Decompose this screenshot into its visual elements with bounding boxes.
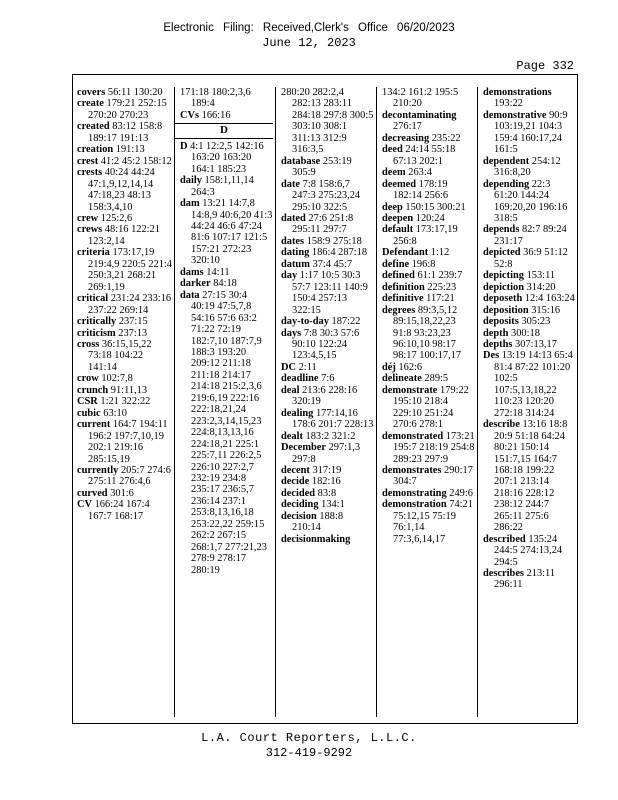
index-entry <box>483 534 576 568</box>
index-entry <box>180 110 273 121</box>
index-entry <box>77 144 172 155</box>
index-term: dealing <box>281 407 314 419</box>
page-line-refs: 191:13 <box>113 144 145 156</box>
index-term: deemed <box>382 178 417 190</box>
index-term: deposition <box>483 304 529 316</box>
page-line-refs: 213:11 296:11 <box>494 568 556 591</box>
index-entry <box>281 488 374 499</box>
index-term: December <box>281 442 326 454</box>
page-line-refs: 254:12 316:8,20 <box>494 155 561 179</box>
page-line-refs: 2:11 <box>296 361 317 373</box>
index-entry <box>483 316 576 327</box>
page-line-refs: 48:16 122:21 123:2,14 <box>88 224 160 247</box>
index-term: define <box>382 258 410 270</box>
index-entry <box>77 316 172 327</box>
reporter-company: L.A. Court Reporters, L.L.C. <box>201 731 417 745</box>
page-line-refs: 13:21 14:7,8 14:8,9 40:6,20 41:3 44:24 46:6 47:24 81:6 107:17 121:5 157:21 272:23 320:10 <box>191 198 273 267</box>
index-entry <box>382 293 475 304</box>
index-term: current <box>77 419 111 431</box>
index-entry <box>77 156 172 167</box>
page-line-refs: 178:19 182:14 256:6 <box>393 178 449 202</box>
index-term: depending <box>483 178 530 190</box>
index-entry <box>483 328 576 339</box>
page-line-refs: 179:22 195:10 218:4 229:10 251:24 270:6 278:1 <box>393 384 469 431</box>
index-term: curved <box>77 487 108 499</box>
index-entry <box>180 175 273 198</box>
index-entry <box>77 293 172 316</box>
index-term: daily <box>180 175 202 187</box>
index-term: cubic <box>77 407 101 419</box>
index-term: deal <box>281 384 300 396</box>
page-line-refs: 61:1 239:7 <box>414 270 463 282</box>
page-line-refs: 196:8 <box>409 258 436 270</box>
index-term: crest <box>77 155 99 167</box>
page-line-refs: 263:4 <box>405 167 432 179</box>
index-term: depicted <box>483 247 521 259</box>
page-line-refs: 37:4 45:7 <box>309 258 353 270</box>
page-line-refs: 150:15 300:21 <box>402 201 466 213</box>
reporter-phone: 312-419-9292 <box>265 746 353 760</box>
index-term: datum <box>281 258 310 270</box>
index-entry <box>483 156 576 179</box>
index-entry <box>77 419 172 465</box>
page-line-refs: 1:21 322:22 <box>97 396 151 408</box>
index-entry <box>483 419 576 534</box>
index-entry <box>382 270 475 281</box>
index-entry <box>382 202 475 213</box>
index-entry <box>382 488 475 499</box>
index-column-1 <box>73 87 174 717</box>
page-line-refs: 36:9 51:12 52:8 <box>494 247 568 270</box>
page-line-refs: 117:21 <box>423 293 455 305</box>
index-entry <box>77 87 172 98</box>
index-entry <box>281 213 374 236</box>
index-entry <box>77 396 172 407</box>
page-line-refs: 135:24 244:5 274:13,24 294:5 <box>494 533 563 568</box>
index-term: CSR <box>77 396 98 408</box>
page-line-refs: 158:1,11,14 264:3 <box>191 175 254 198</box>
index-term: D <box>180 140 188 152</box>
page-line-refs: 182:16 <box>309 476 341 488</box>
index-entry <box>77 488 172 499</box>
index-entry <box>77 339 172 373</box>
index-entry <box>483 568 576 591</box>
index-term: Defendant <box>382 247 429 259</box>
index-term: described <box>483 533 526 545</box>
index-term: dependent <box>483 155 530 167</box>
index-term: delineate <box>382 373 422 385</box>
index-entry <box>382 87 475 110</box>
page-line-refs: 177:14,16 178:6 201:7 228:13 <box>292 407 374 431</box>
index-term: deadline <box>281 373 319 385</box>
page-line-refs: 186:4 287:18 <box>309 247 368 259</box>
index-term: deem <box>382 167 406 179</box>
index-term: deposits <box>483 316 519 328</box>
index-term: dated <box>281 212 306 224</box>
index-entry <box>77 408 172 419</box>
index-term: dams <box>180 266 204 278</box>
index-term: definition <box>382 281 425 293</box>
index-term: deep <box>382 201 403 213</box>
page-line-refs: 74:21 75:12,15 75:19 76:1,14 77:3,6,14,17 <box>393 499 473 545</box>
page-line-refs: 22:3 61:20 144:24 169:20,20 196:16 318:5 <box>494 178 568 224</box>
index-term: create <box>77 98 104 110</box>
index-term: days <box>281 327 302 339</box>
index-term: deposeth <box>483 293 523 305</box>
page-line-refs: 27:6 251:8 295:11 297:7 <box>292 212 354 236</box>
filing-stamp-line: Electronic Filing: Received,Clerk's Office 06/20/2023 <box>163 22 455 34</box>
index-term: CVs <box>180 109 200 121</box>
index-term: decide <box>281 476 310 488</box>
index-term: demonstration <box>382 499 447 511</box>
page-line-refs: 7:8 158:6,7 247:3 275:23,24 295:10 322:5 <box>292 178 361 213</box>
index-term: demonstrations <box>483 87 552 98</box>
index-term: crow <box>77 373 99 385</box>
index-term: demonstrate <box>382 384 438 396</box>
index-entry <box>281 499 374 510</box>
index-entry <box>77 213 172 224</box>
index-entry <box>281 247 374 258</box>
page-line-refs: 307:13,17 <box>512 338 557 350</box>
page-line-refs: 82:7 89:24 231:17 <box>494 224 567 247</box>
page-line-refs: 41:2 45:2 158:12 <box>98 155 172 167</box>
index-entry <box>77 98 172 121</box>
index-entry <box>281 270 374 316</box>
index-entry <box>483 224 576 247</box>
page-line-refs: 84:18 <box>210 278 237 290</box>
index-entry <box>483 282 576 293</box>
page-line-refs: 83:12 158:8 189:17 191:13 <box>88 121 163 144</box>
page-line-refs: 7:6 <box>318 373 335 385</box>
index-term: Des <box>483 350 500 362</box>
index-term: data <box>180 289 200 301</box>
page-line-refs: 237:13 <box>115 327 148 339</box>
page-line-refs: 13:16 18:8 20:9 51:18 64:24 80:21 150:14 151:7,15 164:7 168:18 199:22 207:1 213:14 218:16 228:12 238:12 244:7 265:11 275:6 286:22 <box>494 419 568 534</box>
index-entry <box>77 465 172 488</box>
index-entry <box>281 534 374 545</box>
index-term: decided <box>281 487 316 499</box>
page-line-refs: 14:11 <box>203 266 230 278</box>
index-entry <box>483 305 576 316</box>
index-entry <box>281 385 374 408</box>
page-line-refs: 120:24 <box>413 212 445 224</box>
index-entry <box>180 87 273 110</box>
index-term: déj <box>382 361 396 373</box>
index-entry <box>180 267 273 278</box>
index-entry <box>281 408 374 431</box>
page-line-refs: 102:7,8 <box>98 373 133 385</box>
index-entry <box>483 270 576 281</box>
index-term: decisionmaking <box>281 533 351 545</box>
page-line-refs: 237:15 <box>116 316 148 328</box>
index-entry <box>483 339 576 350</box>
index-entry <box>281 328 374 362</box>
index-entry <box>281 362 374 373</box>
index-term: demonstrating <box>382 487 447 499</box>
page-line-refs: 13:19 14:13 65:4 81:4 87:22 101:20 102:5 107:5,13,18,22 110:23 120:20 272:18 314:24 <box>494 350 573 419</box>
index-entry <box>180 141 273 175</box>
index-term: covers <box>77 87 106 98</box>
index-entry <box>382 259 475 270</box>
index-term: currently <box>77 464 119 476</box>
page-line-refs: 166:24 167:4 167:7 168:17 <box>88 499 150 522</box>
index-term: cross <box>77 338 100 350</box>
index-column-3 <box>275 87 376 717</box>
page-line-refs: 83:8 <box>315 487 337 499</box>
page-line-refs: 158:9 275:18 <box>304 235 362 247</box>
index-entry <box>180 198 273 267</box>
page-line-refs: 289:5 <box>421 373 449 385</box>
index-term: crunch <box>77 384 109 396</box>
page-line-refs: 213:6 228:16 320:19 <box>292 384 358 408</box>
index-entry <box>281 465 374 476</box>
page-line-refs: 4:1 12:2,5 142:16 163:20 163:20 164:1 185:23 <box>187 140 264 175</box>
page-line-refs: 90:9 103:19,21 104:3 159:4 160:17,24 161:5 <box>494 109 568 156</box>
index-entry <box>382 499 475 545</box>
index-term: dates <box>281 235 305 247</box>
index-column-2 <box>174 87 275 717</box>
index-term: database <box>281 155 321 167</box>
index-term: crew <box>77 212 99 224</box>
index-term: deed <box>382 144 403 156</box>
index-term: date <box>281 178 301 190</box>
page-line-refs: 301:6 <box>107 487 134 499</box>
index-term: dating <box>281 247 310 259</box>
index-term: demonstrated <box>382 430 444 442</box>
index-term: criticism <box>77 327 116 339</box>
index-entry <box>382 213 475 224</box>
index-term: demonstrative <box>483 109 547 121</box>
page-line-refs: 89:3,5,12 89:15,18,22,23 91:8 93:23,23 96:10,10 98:17 98:17 100:17,17 <box>393 304 462 362</box>
index-entry <box>77 385 172 396</box>
index-term: depth <box>483 327 509 339</box>
index-term: depicting <box>483 270 524 282</box>
index-term: critical <box>77 293 109 305</box>
index-entry <box>382 224 475 247</box>
index-entry <box>382 282 475 293</box>
page-line-refs: 162:6 <box>395 361 423 373</box>
section-letter: D <box>175 123 273 138</box>
index-entry <box>180 290 273 576</box>
page-line-refs: 166:16 <box>199 109 231 121</box>
page-line-refs: 173:17,19 256:8 <box>393 224 458 247</box>
index-term: demonstrates <box>382 464 442 476</box>
index-term: decision <box>281 510 317 522</box>
page-line-refs: 317:19 <box>309 464 342 476</box>
index-table <box>72 74 578 724</box>
page-line-refs: 249:6 <box>446 487 473 499</box>
index-entry <box>382 362 475 373</box>
index-entry <box>382 305 475 362</box>
index-term: creation <box>77 144 114 156</box>
index-entry <box>382 373 475 384</box>
index-term: decreasing <box>382 132 430 144</box>
index-term: darker <box>180 278 211 290</box>
index-entry <box>281 87 374 156</box>
page-line-refs: 1:17 10:5 30:3 57:7 123:11 140:9 150:4 257:13 322:15 <box>292 270 368 316</box>
index-term: created <box>77 121 110 133</box>
page-line-refs: 91:11,13 <box>108 384 148 396</box>
page-line-refs: 134:1 <box>318 499 345 511</box>
index-term: degrees <box>382 304 416 316</box>
page-line-refs: 290:17 304:7 <box>393 464 473 488</box>
index-entry <box>77 247 172 293</box>
index-term: describe <box>483 419 520 431</box>
page-line-refs: 171:18 180:2,3,6 189:4 <box>180 87 251 110</box>
index-term: depends <box>483 224 520 236</box>
index-term: criteria <box>77 247 110 259</box>
page-line-refs: 125:2,6 <box>98 212 133 224</box>
page-line-refs: 56:11 130:20 <box>105 87 163 98</box>
page-line-refs: 235:22 <box>429 132 461 144</box>
page-line-refs: 173:17,19 219:4,9 220:5 221:4 250:3,21 268:21 269:1,19 <box>88 247 172 293</box>
page-line-refs: 27:15 30:4 40:19 47:5,7,8 54:16 57:6 63:2 71:22 72:19 182:7,10 187:7,9 188:3 193:20 209:12 211:18 211:18 214:17 214:18 215:2,3,6 219:6,19 222:16 222:18,21,24 223:2,3,14,15,23 224:8,13,13,16 224:18,21 225:1 225:7,11 226:2,5 226:10 227:2,7 232:19 234:8 235:17 236:5,7 236:14 237:1 253:8,13,16,18 253:22,22 259:15 262:2 267:15 268:1,7 277:21,23 278:9 278:17 280:19 <box>191 289 267 576</box>
page-line-refs: 183:2 321:2 <box>302 430 356 442</box>
page-line-refs: 153:11 <box>524 270 556 282</box>
index-term: defined <box>382 270 415 282</box>
index-entry <box>281 442 374 465</box>
index-term: day-to-day <box>281 316 329 328</box>
index-term: depiction <box>483 281 524 293</box>
index-column-4 <box>376 87 477 717</box>
page-line-refs: 12:4 163:24 <box>522 293 575 305</box>
page-line-refs: 187:22 <box>328 316 361 328</box>
index-term: deciding <box>281 499 319 511</box>
page-line-refs: 7:8 30:3 57:6 90:10 122:24 123:4,5,15 <box>292 327 360 362</box>
index-entry <box>281 316 374 327</box>
index-term: describes <box>483 568 524 580</box>
index-entry <box>382 179 475 202</box>
index-entry <box>77 224 172 247</box>
index-entry <box>483 293 576 304</box>
index-term: definitive <box>382 293 424 305</box>
index-term: decontaminating <box>382 109 457 121</box>
index-entry <box>483 247 576 270</box>
index-entry <box>382 465 475 488</box>
page-line-refs: 315:16 <box>528 304 561 316</box>
page-line-refs: 134:2 161:2 195:5 210:20 <box>382 87 459 110</box>
index-entry <box>281 259 374 270</box>
index-term: CV <box>77 499 93 511</box>
index-entry <box>77 328 172 339</box>
index-entry <box>77 121 172 144</box>
page-line-refs: 305:23 <box>518 316 551 328</box>
index-entry <box>281 179 374 213</box>
page-line-refs: 179:21 252:15 270:20 270:23 <box>88 98 167 121</box>
index-term: crews <box>77 224 103 236</box>
index-term: dam <box>180 198 200 210</box>
index-entry <box>483 179 576 225</box>
index-entry <box>281 236 374 247</box>
index-entry <box>382 431 475 465</box>
index-entry <box>483 87 576 110</box>
page-line-refs: 231:24 233:16 237:22 269:14 <box>88 293 172 316</box>
index-entry <box>77 499 172 522</box>
page-line-refs: 280:20 282:2,4 282:13 283:11 284:18 297:8 300:5 303:10 308:1 311:13 312:9 316:3,5 <box>281 87 374 156</box>
index-entry <box>382 144 475 167</box>
index-entry <box>382 133 475 144</box>
index-column-5 <box>477 87 578 717</box>
page-line-refs: 188:8 210:14 <box>292 510 344 534</box>
index-term: depths <box>483 338 513 350</box>
index-entry <box>77 373 172 384</box>
page-line-refs: 173:21 195:7 218:19 254:8 289:23 297:9 <box>393 430 475 465</box>
page-line-refs: 36:15,15,22 73:18 104:22 141:14 <box>88 338 152 373</box>
page-line-refs: 205:7 274:6 275:11 276:4,6 <box>88 464 171 488</box>
page-line-refs: 297:1,3 297:8 <box>292 442 361 465</box>
index-entry <box>180 278 273 289</box>
index-entry <box>382 385 475 431</box>
index-term: decent <box>281 464 310 476</box>
index-entry <box>77 167 172 213</box>
page-line-refs: 193:22 <box>494 98 523 110</box>
index-entry <box>382 167 475 178</box>
transcript-date: June 12, 2023 <box>262 36 356 50</box>
index-term: deepen <box>382 212 414 224</box>
page-line-refs: 1:12 <box>428 247 450 259</box>
index-entry <box>281 431 374 442</box>
page-number: Page 332 <box>516 59 574 73</box>
page-line-refs: 164:7 194:11 196:2 197:7,10,19 202:1 219:16 285:15,19 <box>88 419 168 465</box>
page-line-refs: 63:10 <box>100 407 127 419</box>
index-term: day <box>281 270 298 282</box>
index-entry <box>483 110 576 156</box>
page-line-refs: 276:17 <box>393 121 422 133</box>
page-line-refs: 253:19 305:9 <box>292 155 352 179</box>
index-entry <box>281 156 374 179</box>
page-line-refs: 314:20 <box>524 281 556 293</box>
index-entry <box>281 373 374 384</box>
page-line-refs: 24:14 55:18 67:13 202:1 <box>393 144 456 167</box>
index-entry <box>382 110 475 133</box>
index-term: dealt <box>281 430 303 442</box>
index-term: default <box>382 224 414 236</box>
index-entry <box>382 247 475 258</box>
index-term: DC <box>281 361 297 373</box>
index-entry <box>281 476 374 487</box>
index-term: critically <box>77 316 117 328</box>
page-line-refs: 40:24 44:24 47:1,9,12,14,14 47:18,23 48:13 158:3,4,10 <box>88 167 155 213</box>
index-entry <box>483 350 576 419</box>
index-term: crests <box>77 167 103 179</box>
page-line-refs: 300:18 <box>508 327 540 339</box>
index-entry <box>281 511 374 534</box>
page-line-refs: 225:23 <box>424 281 457 293</box>
